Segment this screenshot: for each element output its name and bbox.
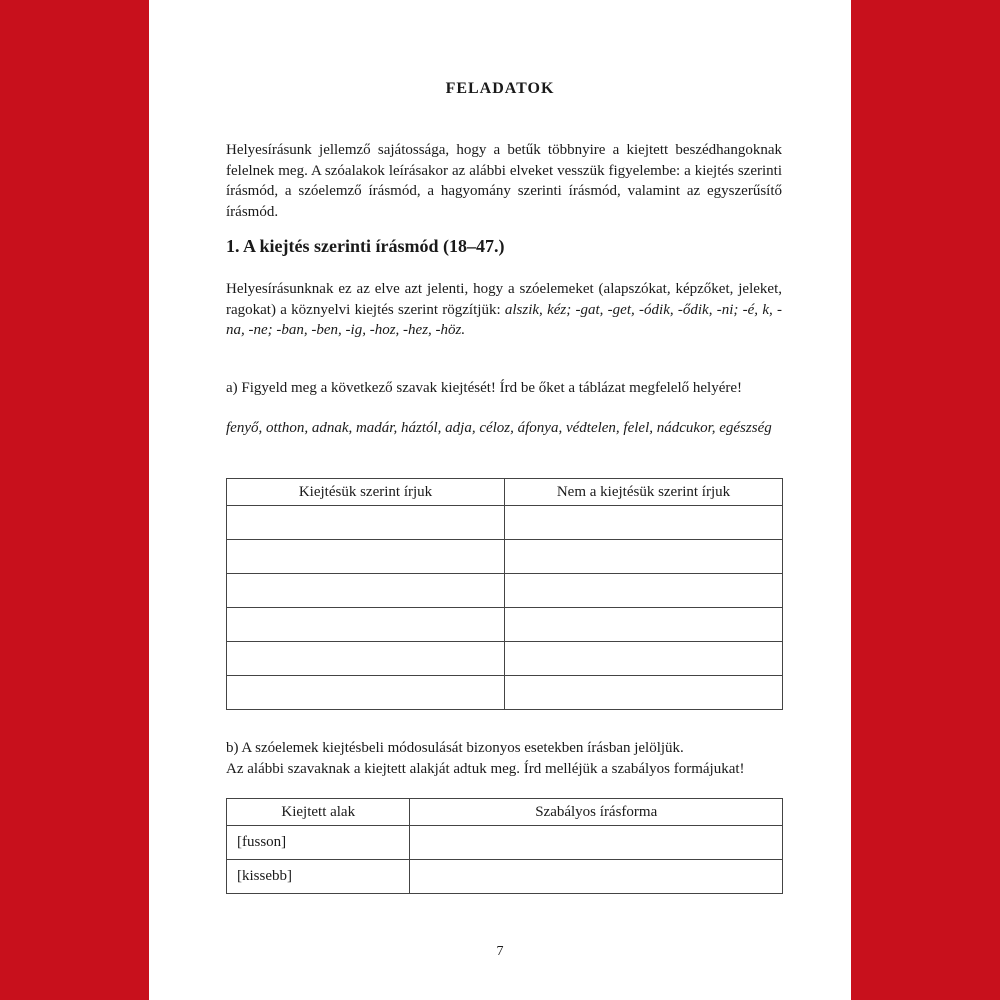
task-b-instruction-line: Az alábbi szavaknak a kiejtett alakját adtuk meg. Írd melléjük a szabályos formájukat! [226, 760, 745, 777]
table-row [227, 540, 783, 574]
pronounced-form-cell: [fusson] [227, 826, 410, 860]
answer-cell[interactable] [505, 676, 783, 710]
answer-cell[interactable] [505, 540, 783, 574]
page-title: FELADATOK [445, 80, 555, 97]
answer-cell[interactable] [227, 642, 505, 676]
answer-cell[interactable] [227, 608, 505, 642]
answer-cell[interactable] [410, 826, 783, 860]
answer-cell[interactable] [227, 540, 505, 574]
task-a-word-list: fenyő, otthon, adnak, madár, háztól, adja, céloz, áfonya, védtelen, felel, nádcukor, egészség [226, 420, 772, 436]
column-header: Szabályos írásforma [410, 799, 783, 826]
task-b-table [226, 798, 783, 894]
column-header: Kiejtésük szerint írjuk [227, 479, 505, 506]
answer-cell[interactable] [227, 574, 505, 608]
intro-paragraph: Helyesírásunk jellemző sajátossága, hogy a betűk többnyire a kiejtett beszédhangoknak felelnek meg. A szóalakok leírásakor az alábbi elveket vesszük figyelembe: a kiejtés szerinti írásmód, a szóelemző írásmód, a hagyomány szerinti írásmód, valamint az egyszerűsítő írásmód. [226, 142, 782, 220]
table-header-row [227, 799, 783, 826]
left-red-margin [0, 0, 149, 1000]
answer-cell[interactable] [227, 676, 505, 710]
answer-cell[interactable] [227, 506, 505, 540]
task-a-instruction: a) Figyeld meg a következő szavak kiejtését! Írd be őket a táblázat megfelelő helyére! [226, 380, 743, 396]
table-row [227, 860, 783, 894]
section-intro-text: Helyesírásunknak ez az elve azt jelenti, hogy a szóelemeket (alapszókat, képzőket, jeleket, ragokat) a köznyelvi kiejtés szerint rögzítjük: [226, 281, 782, 318]
task-a-table [226, 478, 783, 710]
table-row [227, 676, 783, 710]
task-b-instruction-line: b) A szóelemek kiejtésbeli módosulását bizonyos esetekben írásban jelöljük. [226, 740, 684, 756]
table-row [227, 506, 783, 540]
answer-cell[interactable] [410, 860, 783, 894]
answer-cell[interactable] [505, 574, 783, 608]
table-row [227, 826, 783, 860]
document-page [149, 0, 851, 1000]
column-header: Nem a kiejtésük szerint írjuk [505, 479, 783, 506]
page-number: 7 [496, 944, 504, 959]
answer-cell[interactable] [505, 506, 783, 540]
table-row [227, 642, 783, 676]
answer-cell[interactable] [505, 642, 783, 676]
table-header-row [227, 479, 783, 506]
right-red-margin [851, 0, 1000, 1000]
table-row [227, 608, 783, 642]
table-row [227, 574, 783, 608]
answer-cell[interactable] [505, 608, 783, 642]
column-header: Kiejtett alak [227, 799, 410, 826]
section-intro-examples: alszik, kéz; -gat, -get, -ódik, -ődik, -ni; -é, k, -na, -ne; -ban, -ben, -ig, -hoz, -hez, -höz. [226, 301, 782, 338]
section-intro-paragraph [226, 279, 782, 341]
task-b-instruction [226, 738, 786, 779]
section-heading: 1. A kiejtés szerinti írásmód (18–47.) [226, 236, 505, 256]
pronounced-form-cell: [kissebb] [227, 860, 410, 894]
